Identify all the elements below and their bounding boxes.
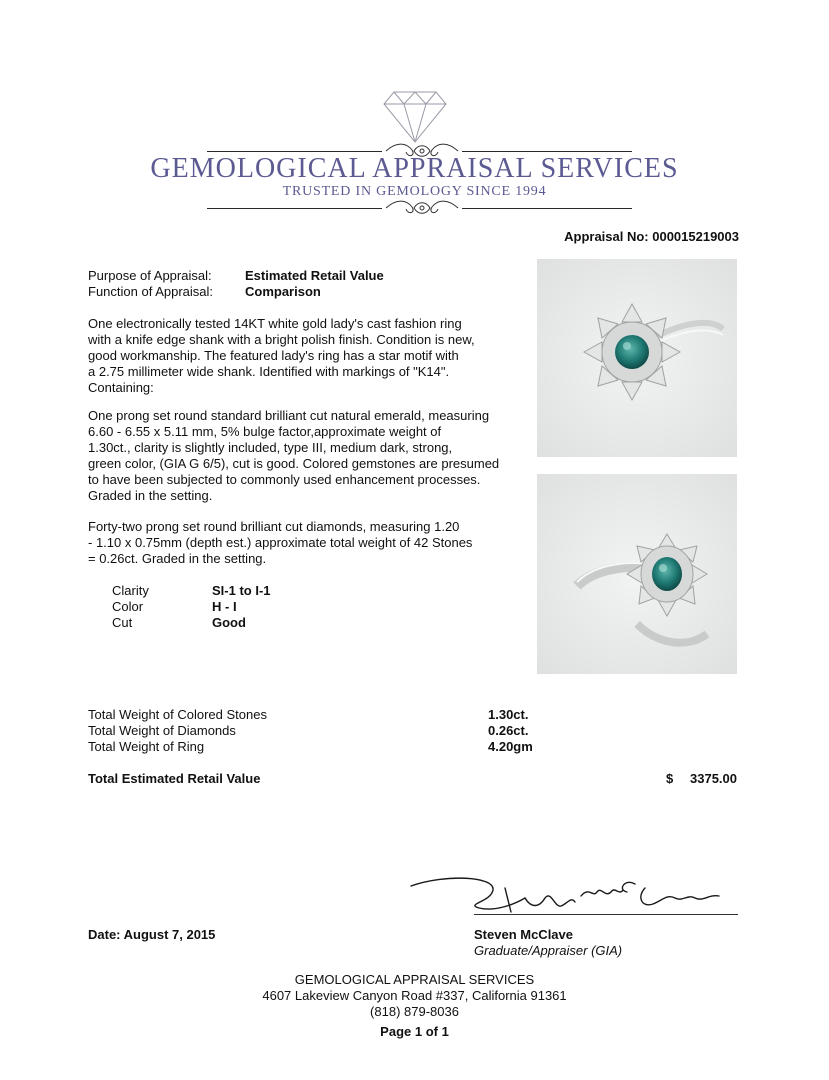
appraisal-date: Date: August 7, 2015 [88,927,216,942]
header-rule [462,151,632,152]
footer-phone: (818) 879-8036 [370,1004,459,1019]
signature-line [474,914,738,915]
header-rule [207,151,382,152]
function-value: Comparison [245,284,321,299]
spec-value-clarity: SI-1 to I-1 [212,583,271,598]
total-diamonds-value: 0.26ct. [488,723,529,738]
footer-company: GEMOLOGICAL APPRAISAL SERVICES [294,972,535,987]
header-rule [462,208,632,209]
header-rule [207,208,382,209]
appraisal-number: Appraisal No: 000015219003 [564,229,739,244]
spec-label-color: Color [112,599,144,614]
ring-description: One electronically tested 14KT white gold lady's cast fashion ring with a knife edge shank with a bright polish finish. Condition is new, good workmanship. The featured lady's ring has a star motif with a 2.75 millimeter wide shank. Identified with markings of "K14". Containing: [88,316,475,395]
appraiser-title: Graduate/Appraiser (GIA) [474,943,623,958]
total-ring-weight-value: 4.20gm [488,739,533,754]
total-retail-currency: $ [666,771,674,786]
emerald-description: One prong set round standard brilliant cut natural emerald, measuring 6.60 - 6.55 x 5.11 mm, 5% bulge factor,approximate weight of 1.30ct., clarity is slightly included, type III, medium dark, strong, green color, (GIA G 6/5), cut is good. Colored gemstones are presumed to have been subjected to commonly used enhancement processes. Graded in the setting. [88,408,500,503]
spec-value-cut: Good [212,615,246,630]
spec-value-color: H - I [212,599,237,614]
page-number: Page 1 of 1 [380,1024,449,1039]
total-colored-stones-label: Total Weight of Colored Stones [88,707,267,722]
total-ring-weight-label: Total Weight of Ring [88,739,205,754]
spec-label-cut: Cut [112,615,133,630]
company-tagline: TRUSTED IN GEMOLOGY SINCE 1994 [282,184,547,199]
ring-photo-top [537,259,737,457]
footer-address: 4607 Lakeview Canyon Road #337, California 91361 [262,988,567,1003]
total-retail-label: Total Estimated Retail Value [88,771,261,786]
company-name: GEMOLOGICAL APPRAISAL SERVICES [150,153,679,184]
purpose-value: Estimated Retail Value [245,268,384,283]
appraiser-name: Steven McClave [474,927,573,942]
total-retail-value: 3375.00 [690,771,737,786]
total-colored-stones-value: 1.30ct. [488,707,529,722]
flourish-icon [384,197,460,219]
spec-label-clarity: Clarity [112,583,149,598]
signature-graphic [405,868,740,918]
function-label: Function of Appraisal: [88,284,214,299]
diamond-logo-icon [380,86,450,146]
diamonds-description: Forty-two prong set round brilliant cut diamonds, measuring 1.20 - 1.10 x 0.75mm (depth est.) approximate total weight of 42 Stones = 0.26ct. Graded in the setting. [88,519,473,566]
ring-photo-side [537,474,737,674]
total-diamonds-label: Total Weight of Diamonds [88,723,236,738]
purpose-label: Purpose of Appraisal: [88,268,212,283]
